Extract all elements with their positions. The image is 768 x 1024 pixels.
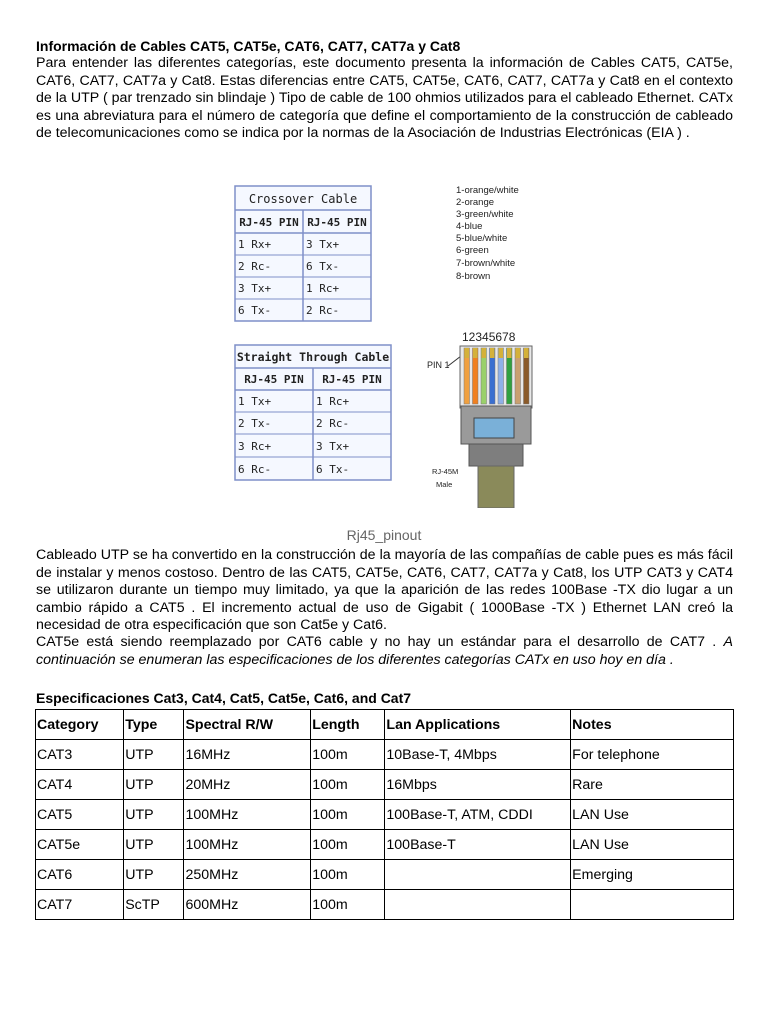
crossover-table [235, 186, 371, 321]
straight-cell: 6 Rc- [238, 463, 272, 476]
table-cell: 250MHz [184, 860, 311, 890]
wire-legend-item: 8-brown [456, 271, 491, 282]
utp-paragraph: Cableado UTP se ha convertido en la construcción de la mayoría de las compañías de cable pues es más fácil de instalar y menos costoso. Dentro de las CAT5, CAT5e, CAT6, CAT7, CAT7a y Cat8, los UTP CAT3 y CAT4 se utilizaron durante un tiempo muy limitado, ya que la aparición de las redes 100Base -TX dio lugar a un cambio rápido a CAT5 . El incremento actual de uso de Gigabit ( 1000Base -TX ) Ethernet LAN creó la necesidad de otra especificación que son Cat5e y Cat6. [36, 547, 733, 633]
crossover-cell: 1 Rc+ [306, 282, 340, 295]
table-cell: ScTP [124, 890, 184, 920]
pin-contact-7 [516, 348, 521, 358]
straight-cell: 2 Rc- [316, 417, 350, 430]
table-cell: UTP [124, 770, 184, 800]
straight-cell: 6 Tx- [316, 463, 350, 476]
cat5e-sentence: CAT5e está siendo reemplazado por CAT6 cable y no hay un estándar para el desarrollo de CAT7 . [36, 634, 717, 650]
table-cell: 600MHz [184, 890, 311, 920]
table-cell: 100m [311, 800, 385, 830]
pin-contact-2 [473, 348, 478, 358]
crossover-cell: 2 Rc- [238, 260, 272, 273]
straight-cell: 2 Tx- [238, 417, 272, 430]
pin-contact-6 [507, 348, 512, 358]
intro-paragraph: Para entender las diferentes categorías, este documento presenta la información de Cables CAT5, CAT5e, CAT6, CAT7, CAT7a y Cat8. Estas diferencias entre CAT5, CAT5e, CAT6, CAT7, CAT7a y Cat8 en el contexto de la UTP ( par trenzado sin blindaje ) Tipo de cable de 100 ohmios utilizados para el cableado Ethernet. CATx es una abreviatura para el número de categoría que define el comportamiento de la construcción de cableado de telecomunicaciones como se indica por la normas de la Asociación de Industrias Electrónicas (EIA ) . [36, 55, 733, 141]
wire-legend-item: 6-green [456, 245, 489, 256]
table-cell: CAT7 [36, 890, 124, 920]
table-cell [571, 890, 734, 920]
table-cell: 16MHz [184, 740, 311, 770]
pin-contact-5 [499, 348, 504, 358]
spec-header-type: Type [124, 710, 184, 740]
table-cell: 16Mbps [385, 770, 571, 800]
table-cell: 100m [311, 890, 385, 920]
table-cell: Emerging [571, 860, 734, 890]
table-row [36, 740, 734, 770]
spec-header-spectral: Spectral R/W [184, 710, 311, 740]
table-cell: 100MHz [184, 830, 311, 860]
crossover-cell: 2 Rc- [306, 304, 340, 317]
cat5e-italic-sentence: A continuación se enumeran las especificaciones de los diferentes categorías CATx en uso hoy en día . [36, 634, 733, 668]
pin-contact-3 [482, 348, 487, 358]
table-cell: 100Base-T, ATM, CDDI [385, 800, 571, 830]
wire-legend-item: 2-orange [456, 197, 495, 208]
table-cell: UTP [124, 860, 184, 890]
table-cell: UTP [124, 830, 184, 860]
table-cell: CAT6 [36, 860, 124, 890]
table-cell: LAN Use [571, 800, 734, 830]
crossover-cell: 1 Rx+ [238, 238, 272, 251]
table-cell: 100m [311, 860, 385, 890]
wire-legend-item: 3-green/white [456, 209, 514, 220]
table-cell: 100m [311, 830, 385, 860]
connector-label-male: Male [436, 480, 453, 489]
crossover-cell: 3 Tx+ [306, 238, 340, 251]
spec-table [35, 709, 734, 920]
pin-contact-4 [490, 348, 495, 358]
straight-header-1: RJ-45 PIN [244, 373, 304, 386]
crossover-cell: 3 Tx+ [238, 282, 272, 295]
crossover-title: Crossover Cable [248, 192, 358, 206]
crossover-header-2: RJ-45 PIN [307, 216, 367, 229]
table-cell: 100m [311, 770, 385, 800]
spec-table-title: Especificaciones Cat3, Cat4, Cat5, Cat5e, Cat6, and Cat7 [36, 690, 412, 706]
table-cell: UTP [124, 800, 184, 830]
pin-contact-8 [524, 348, 529, 358]
table-cell [385, 860, 571, 890]
spec-header-category: Category [36, 710, 124, 740]
table-cell: 100m [311, 740, 385, 770]
table-row [36, 890, 734, 920]
table-cell: CAT4 [36, 770, 124, 800]
pin-numbers: 12345678 [462, 330, 516, 344]
table-cell: 100Base-T [385, 830, 571, 860]
straight-cell: 1 Rc+ [316, 395, 350, 408]
table-cell: CAT5 [36, 800, 124, 830]
wire-legend-item: 4-blue [456, 221, 483, 232]
pin1-label: PIN 1 [427, 360, 450, 370]
wire-legend-item: 7-brown/white [456, 258, 516, 269]
spec-header-length: Length [311, 710, 385, 740]
table-row [36, 800, 734, 830]
crossover-cell: 6 Tx- [238, 304, 272, 317]
table-row [36, 830, 734, 860]
straight-cell: 3 Rc+ [238, 440, 272, 453]
figure-caption: Rj45_pinout [346, 527, 422, 543]
straight-header-2: RJ-45 PIN [322, 373, 382, 386]
table-cell: CAT5e [36, 830, 124, 860]
table-cell: 20MHz [184, 770, 311, 800]
straight-through-table [235, 345, 391, 480]
wire-legend-item: 1-orange/white [456, 185, 519, 196]
crossover-cell: 6 Tx- [306, 260, 340, 273]
table-cell: For telephone [571, 740, 734, 770]
crossover-header-1: RJ-45 PIN [239, 216, 299, 229]
straight-cell: 3 Tx+ [316, 440, 350, 453]
connector-label-model: RJ-45M [432, 467, 459, 476]
cat5e-paragraph [36, 634, 733, 669]
table-cell: 100MHz [184, 800, 311, 830]
table-cell: Rare [571, 770, 734, 800]
doc-title: Información de Cables CAT5, CAT5e, CAT6, CAT7, CAT7a y Cat8 [36, 38, 461, 54]
wire-legend-item: 5-blue/white [456, 233, 508, 244]
table-cell: UTP [124, 740, 184, 770]
rj45-pinout-figure [228, 178, 538, 508]
spec-header-lan: Lan Applications [385, 710, 571, 740]
table-cell: 10Base-T, 4Mbps [385, 740, 571, 770]
table-row [36, 770, 734, 800]
table-row [36, 860, 734, 890]
table-cell: CAT3 [36, 740, 124, 770]
straight-title: Straight Through Cable [236, 350, 390, 364]
table-cell [385, 890, 571, 920]
spec-header-row [36, 710, 734, 740]
pin-contact-1 [465, 348, 470, 358]
table-cell: LAN Use [571, 830, 734, 860]
spec-header-notes: Notes [571, 710, 734, 740]
straight-cell: 1 Tx+ [238, 395, 272, 408]
